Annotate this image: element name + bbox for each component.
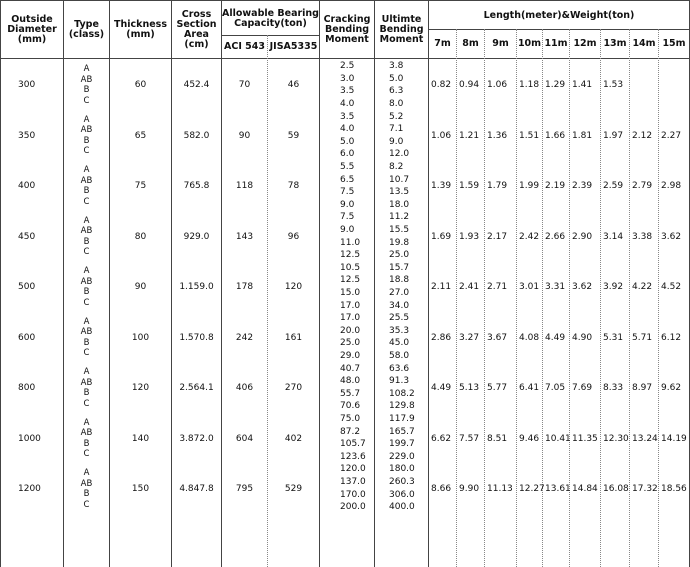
class-label: C: [83, 499, 90, 510]
class-label: A: [83, 417, 90, 428]
weight-cell: 1.79: [487, 181, 508, 192]
weight-cell: 10.41: [545, 433, 571, 444]
weight-cell: 3.62: [661, 231, 682, 242]
class-label: B: [83, 135, 90, 146]
cracking-moment-value: 11.0: [340, 237, 361, 248]
ultimate-moment-value: 165.7: [389, 426, 415, 437]
aci-cell: 70: [238, 80, 251, 91]
cracking-moment-value: 3.5: [340, 111, 355, 122]
weight-cell: 2.11: [431, 282, 452, 293]
ultimate-moment-value: 7.1: [389, 124, 404, 135]
weight-cell: 6.12: [661, 332, 682, 343]
weight-cell: 8.33: [603, 383, 624, 394]
weight-cell: 0.82: [431, 80, 452, 91]
weight-cell: 1.21: [459, 130, 480, 141]
ultimate-moment-value: 5.0: [389, 73, 404, 84]
cracking-moment-value: 9.0: [340, 199, 355, 210]
diameter-cell: 500: [18, 282, 36, 293]
class-label: AB: [80, 327, 93, 338]
cracking-moment-value: 6.0: [340, 149, 355, 160]
thickness-cell: 75: [134, 181, 147, 192]
class-label: A: [83, 316, 90, 327]
class-label: C: [83, 348, 90, 359]
cracking-moment-value: 7.5: [340, 187, 355, 198]
weight-cell: 5.77: [487, 383, 508, 394]
weight-cell: 5.71: [632, 332, 653, 343]
weight-cell: 1.39: [431, 181, 452, 192]
diameter-cell: 400: [18, 181, 36, 192]
class-label: AB: [80, 276, 93, 287]
thickness-cell: 100: [131, 332, 150, 343]
header-length-12m: 12m: [573, 38, 597, 49]
class-label: B: [83, 337, 90, 348]
ultimate-moment-value: 15.5: [389, 225, 410, 236]
weight-cell: 9.62: [661, 383, 682, 394]
weight-cell: [659, 60, 689, 111]
ultimate-moment-value: 129.8: [389, 401, 415, 412]
ultimate-moment-value: 58.0: [389, 351, 410, 362]
weight-cell: 1.69: [431, 231, 452, 242]
weight-cell: 16.08: [603, 484, 629, 495]
thickness-cell: 65: [134, 130, 147, 141]
class-list: [64, 212, 109, 263]
header-type: Type (class): [68, 19, 105, 40]
class-label: C: [83, 247, 90, 258]
weight-cell: 1.41: [572, 80, 593, 91]
weight-cell: 4.08: [519, 332, 540, 343]
class-label: B: [83, 236, 90, 247]
weight-cell: 1.53: [603, 80, 624, 91]
aci-cell: 90: [238, 130, 251, 141]
area-cell: 3.872.0: [179, 433, 214, 444]
thickness-cell: 90: [134, 282, 147, 293]
header-aci543: ACI 543: [224, 41, 265, 52]
header-length-9m: 9m: [492, 38, 509, 49]
ultimate-moment-value: 63.6: [389, 363, 410, 374]
area-cell: 452.4: [183, 80, 210, 91]
weight-cell: 1.81: [572, 130, 593, 141]
ultimate-moment-value: 9.0: [389, 136, 404, 147]
class-label: C: [83, 196, 90, 207]
header-thickness: Thickness (mm): [114, 19, 167, 40]
weight-cell: 9.90: [459, 484, 480, 495]
cracking-moment-value: 10.5: [340, 262, 361, 273]
weight-cell: 1.06: [431, 130, 452, 141]
weight-cell: 1.99: [519, 181, 540, 192]
header-length-11m: 11m: [544, 38, 568, 49]
ultimate-moment-value: 260.3: [389, 477, 415, 488]
class-label: A: [83, 468, 90, 479]
class-label: AB: [80, 478, 93, 489]
ultimate-moment-value: 15.7: [389, 262, 410, 273]
aci-cell: 406: [235, 383, 254, 394]
aci-cell: 143: [235, 231, 254, 242]
cracking-moment-value: 9.0: [340, 225, 355, 236]
weight-cell: 9.46: [519, 433, 540, 444]
jis-cell: 270: [284, 383, 303, 394]
weight-cell: 1.36: [487, 130, 508, 141]
ultimate-moment-value: 3.8: [389, 61, 404, 72]
class-label: AB: [80, 74, 93, 85]
cracking-moment-value: 15.0: [340, 288, 361, 299]
class-list: [64, 60, 109, 111]
class-label: C: [83, 95, 90, 106]
weight-cell: 4.52: [661, 282, 682, 293]
weight-cell: 4.90: [572, 332, 593, 343]
jis-cell: 120: [284, 282, 303, 293]
ultimate-moment-value: 400.0: [389, 502, 415, 513]
weight-cell: 6.41: [519, 383, 540, 394]
weight-cell: 1.29: [545, 80, 566, 91]
weight-cell: 7.57: [459, 433, 480, 444]
weight-cell: 5.31: [603, 332, 624, 343]
weight-cell: 18.56: [661, 484, 687, 495]
cracking-moment-value: 48.0: [340, 376, 361, 387]
class-label: A: [83, 266, 90, 277]
area-cell: 929.0: [183, 231, 210, 242]
class-label: C: [83, 449, 90, 460]
header-length-13m: 13m: [603, 38, 627, 49]
class-label: A: [83, 114, 90, 125]
header-jisa5335: JISA5335: [269, 41, 318, 52]
area-cell: 765.8: [183, 181, 210, 192]
class-label: C: [83, 146, 90, 157]
cracking-moment-value: 55.7: [340, 388, 361, 399]
area-cell: 2.564.1: [179, 383, 214, 394]
header-length-10m: 10m: [517, 38, 542, 49]
header-length-weight: Length(meter)&Weight(ton): [483, 9, 635, 21]
weight-cell: 1.97: [603, 130, 624, 141]
weight-cell: 17.32: [632, 484, 658, 495]
weight-cell: 1.18: [519, 80, 540, 91]
ultimate-moment-value: 18.8: [389, 275, 410, 286]
ultimate-moment-value: 5.2: [389, 111, 404, 122]
ultimate-moment-value: 27.0: [389, 288, 410, 299]
jis-cell: 59: [287, 130, 300, 141]
header-length-7m: 7m: [434, 38, 451, 49]
weight-cell: 5.13: [459, 383, 480, 394]
class-list: [64, 363, 109, 414]
weight-cell: 2.98: [661, 181, 682, 192]
ultimate-moment-value: 91.3: [389, 376, 410, 387]
area-cell: 1.570.8: [179, 332, 214, 343]
class-label: B: [83, 388, 90, 399]
thickness-cell: 140: [131, 433, 150, 444]
table-top-border: [0, 0, 690, 1]
cracking-moment-value: 12.5: [340, 250, 361, 261]
ultimate-moment-value: 35.3: [389, 325, 410, 336]
aci-cell: 178: [235, 282, 254, 293]
area-cell: 4.847.8: [179, 484, 214, 495]
cracking-moment-value: 70.6: [340, 401, 361, 412]
cracking-moment-value: 2.5: [340, 61, 355, 72]
class-list: [64, 313, 109, 364]
weight-cell: 13.61: [545, 484, 571, 495]
ultimate-moment-value: 229.0: [389, 451, 415, 462]
header-length-8m: 8m: [462, 38, 479, 49]
cracking-moment-value: 4.0: [340, 99, 355, 110]
header-length-15m: 15m: [662, 38, 686, 49]
class-label: A: [83, 367, 90, 378]
weight-cell: 3.62: [572, 282, 593, 293]
weight-cell: 0.94: [459, 80, 480, 91]
weight-cell: 14.84: [572, 484, 598, 495]
weight-cell: 12.30: [603, 433, 629, 444]
weight-cell: 3.67: [487, 332, 508, 343]
weight-cell: 2.42: [519, 231, 540, 242]
col-divider: [319, 0, 320, 567]
header-outside-diameter: Outside Diameter (mm): [7, 14, 57, 45]
weight-cell: 2.79: [632, 181, 653, 192]
weight-cell: 8.97: [632, 383, 653, 394]
thickness-cell: 60: [134, 80, 147, 91]
weight-cell: 3.38: [632, 231, 653, 242]
diameter-cell: 300: [18, 80, 36, 91]
class-label: B: [83, 85, 90, 96]
ultimate-moment-value: 18.0: [389, 199, 410, 210]
aci-cell: 118: [235, 181, 254, 192]
weight-cell: 12.27: [519, 484, 545, 495]
ultimate-moment-value: 6.3: [389, 86, 404, 97]
weight-cell: 3.27: [459, 332, 480, 343]
weight-cell: 2.86: [431, 332, 452, 343]
ultimate-moment-value: 13.5: [389, 187, 410, 198]
ultimate-moment-value: 117.9: [389, 414, 415, 425]
cracking-moment-value: 4.0: [340, 124, 355, 135]
weight-cell: 2.39: [572, 181, 593, 192]
class-list: [64, 161, 109, 212]
aci-cell: 795: [235, 484, 254, 495]
diameter-cell: 1200: [18, 484, 41, 495]
col-divider: [374, 0, 375, 567]
weight-cell: 14.19: [661, 433, 687, 444]
cracking-moment-value: 137.0: [340, 477, 366, 488]
aci-cell: 242: [235, 332, 254, 343]
class-label: B: [83, 287, 90, 298]
class-label: AB: [80, 125, 93, 136]
weight-cell: 3.14: [603, 231, 624, 242]
weight-cell: 2.27: [661, 130, 682, 141]
weight-cell: 2.41: [459, 282, 480, 293]
cracking-moment-value: 5.5: [340, 162, 355, 173]
ultimate-moment-value: 108.2: [389, 388, 415, 399]
weight-cell: 2.71: [487, 282, 508, 293]
class-list: [64, 414, 109, 465]
cracking-moment-value: 17.0: [340, 300, 361, 311]
cracking-moment-value: 17.0: [340, 313, 361, 324]
class-label: B: [83, 186, 90, 197]
header-cracking-moment: Cracking Bending Moment: [323, 14, 371, 45]
class-list: [64, 111, 109, 162]
weight-cell: 8.51: [487, 433, 508, 444]
class-list: [64, 262, 109, 313]
thickness-cell: 150: [131, 484, 150, 495]
weight-cell: 4.22: [632, 282, 653, 293]
weight-cell: 2.59: [603, 181, 624, 192]
weight-cell: 2.12: [632, 130, 653, 141]
header-allowable-bearing: Allowable Bearing Capacity(ton): [222, 7, 319, 29]
ultimate-moment-value: 11.2: [389, 212, 410, 223]
cracking-moment-value: 12.5: [340, 275, 361, 286]
weight-cell: 3.92: [603, 282, 624, 293]
weight-cell: 2.17: [487, 231, 508, 242]
diameter-cell: 350: [18, 130, 36, 141]
class-label: B: [83, 489, 90, 500]
weight-cell: 3.01: [519, 282, 540, 293]
cracking-moment-value: 170.0: [340, 489, 366, 500]
jis-cell: 529: [284, 484, 303, 495]
thickness-cell: 120: [131, 383, 150, 394]
cracking-moment-value: 20.0: [340, 325, 361, 336]
jis-cell: 161: [284, 332, 303, 343]
weight-cell: 13.24: [632, 433, 658, 444]
class-label: AB: [80, 428, 93, 439]
weight-cell: 11.35: [572, 433, 598, 444]
class-label: AB: [80, 175, 93, 186]
class-label: C: [83, 398, 90, 409]
weight-cell: 1.51: [519, 130, 540, 141]
jis-cell: 46: [287, 80, 300, 91]
ultimate-moment-value: 25.5: [389, 313, 410, 324]
ultimate-moment-value: 25.0: [389, 250, 410, 261]
cracking-moment-value: 6.5: [340, 174, 355, 185]
ultimate-moment-value: 8.2: [389, 162, 404, 173]
area-cell: 1.159.0: [179, 282, 214, 293]
ultimate-moment-value: 306.0: [389, 489, 415, 500]
diameter-cell: 450: [18, 231, 36, 242]
cracking-moment-value: 5.0: [340, 136, 355, 147]
class-list: [64, 464, 109, 515]
area-cell: 582.0: [183, 130, 210, 141]
class-label: A: [83, 215, 90, 226]
thickness-cell: 80: [134, 231, 147, 242]
header-length-14m: 14m: [632, 38, 656, 49]
ultimate-moment-value: 19.8: [389, 237, 410, 248]
cracking-moment-value: 7.5: [340, 212, 355, 223]
ultimate-moment-value: 180.0: [389, 464, 415, 475]
diameter-cell: 1000: [18, 433, 41, 444]
weight-cell: 1.59: [459, 181, 480, 192]
cracking-moment-value: 3.0: [340, 73, 355, 84]
class-label: C: [83, 297, 90, 308]
diameter-cell: 800: [18, 383, 36, 394]
class-label: AB: [80, 377, 93, 388]
ultimate-moment-value: 10.7: [389, 174, 410, 185]
weight-cell: 1.06: [487, 80, 508, 91]
jis-cell: 78: [287, 181, 300, 192]
weight-cell: 2.19: [545, 181, 566, 192]
cracking-moment-value: 123.6: [340, 451, 366, 462]
weight-cell: 1.66: [545, 130, 566, 141]
weight-cell: 6.62: [431, 433, 452, 444]
cracking-moment-value: 40.7: [340, 363, 361, 374]
weight-cell: 4.49: [545, 332, 566, 343]
cracking-moment-value: 25.0: [340, 338, 361, 349]
weight-cell: 3.31: [545, 282, 566, 293]
weight-cell: 7.69: [572, 383, 593, 394]
ultimate-moment-value: 45.0: [389, 338, 410, 349]
aci-cell: 604: [235, 433, 254, 444]
weight-cell: 1.93: [459, 231, 480, 242]
weight-cell: 7.05: [545, 383, 566, 394]
ultimate-moment-value: 12.0: [389, 149, 410, 160]
cracking-moment-value: 200.0: [340, 502, 366, 513]
header-cross-section: Cross Section Area (cm): [176, 9, 217, 50]
cracking-moment-value: 120.0: [340, 464, 366, 475]
jis-cell: 402: [284, 433, 303, 444]
cracking-moment-value: 105.7: [340, 439, 366, 450]
cracking-moment-value: 75.0: [340, 414, 361, 425]
cracking-moment-value: 87.2: [340, 426, 361, 437]
weight-cell: 8.66: [431, 484, 452, 495]
header-ultimate-moment: Ultimte Bending Moment: [379, 14, 424, 45]
class-label: B: [83, 438, 90, 449]
diameter-cell: 600: [18, 332, 36, 343]
ultimate-moment-value: 34.0: [389, 300, 410, 311]
cracking-moment-value: 3.5: [340, 86, 355, 97]
ultimate-moment-value: 8.0: [389, 99, 404, 110]
header-bottom-border: [0, 58, 690, 59]
weight-cell: 11.13: [487, 484, 513, 495]
class-label: A: [83, 165, 90, 176]
cracking-moment-value: 29.0: [340, 351, 361, 362]
weight-cell: [630, 60, 658, 111]
jis-cell: 96: [287, 231, 300, 242]
weight-cell: 2.90: [572, 231, 593, 242]
ultimate-moment-value: 199.7: [389, 439, 415, 450]
class-label: A: [83, 64, 90, 75]
weight-cell: 4.49: [431, 383, 452, 394]
class-label: AB: [80, 226, 93, 237]
weight-cell: 2.66: [545, 231, 566, 242]
